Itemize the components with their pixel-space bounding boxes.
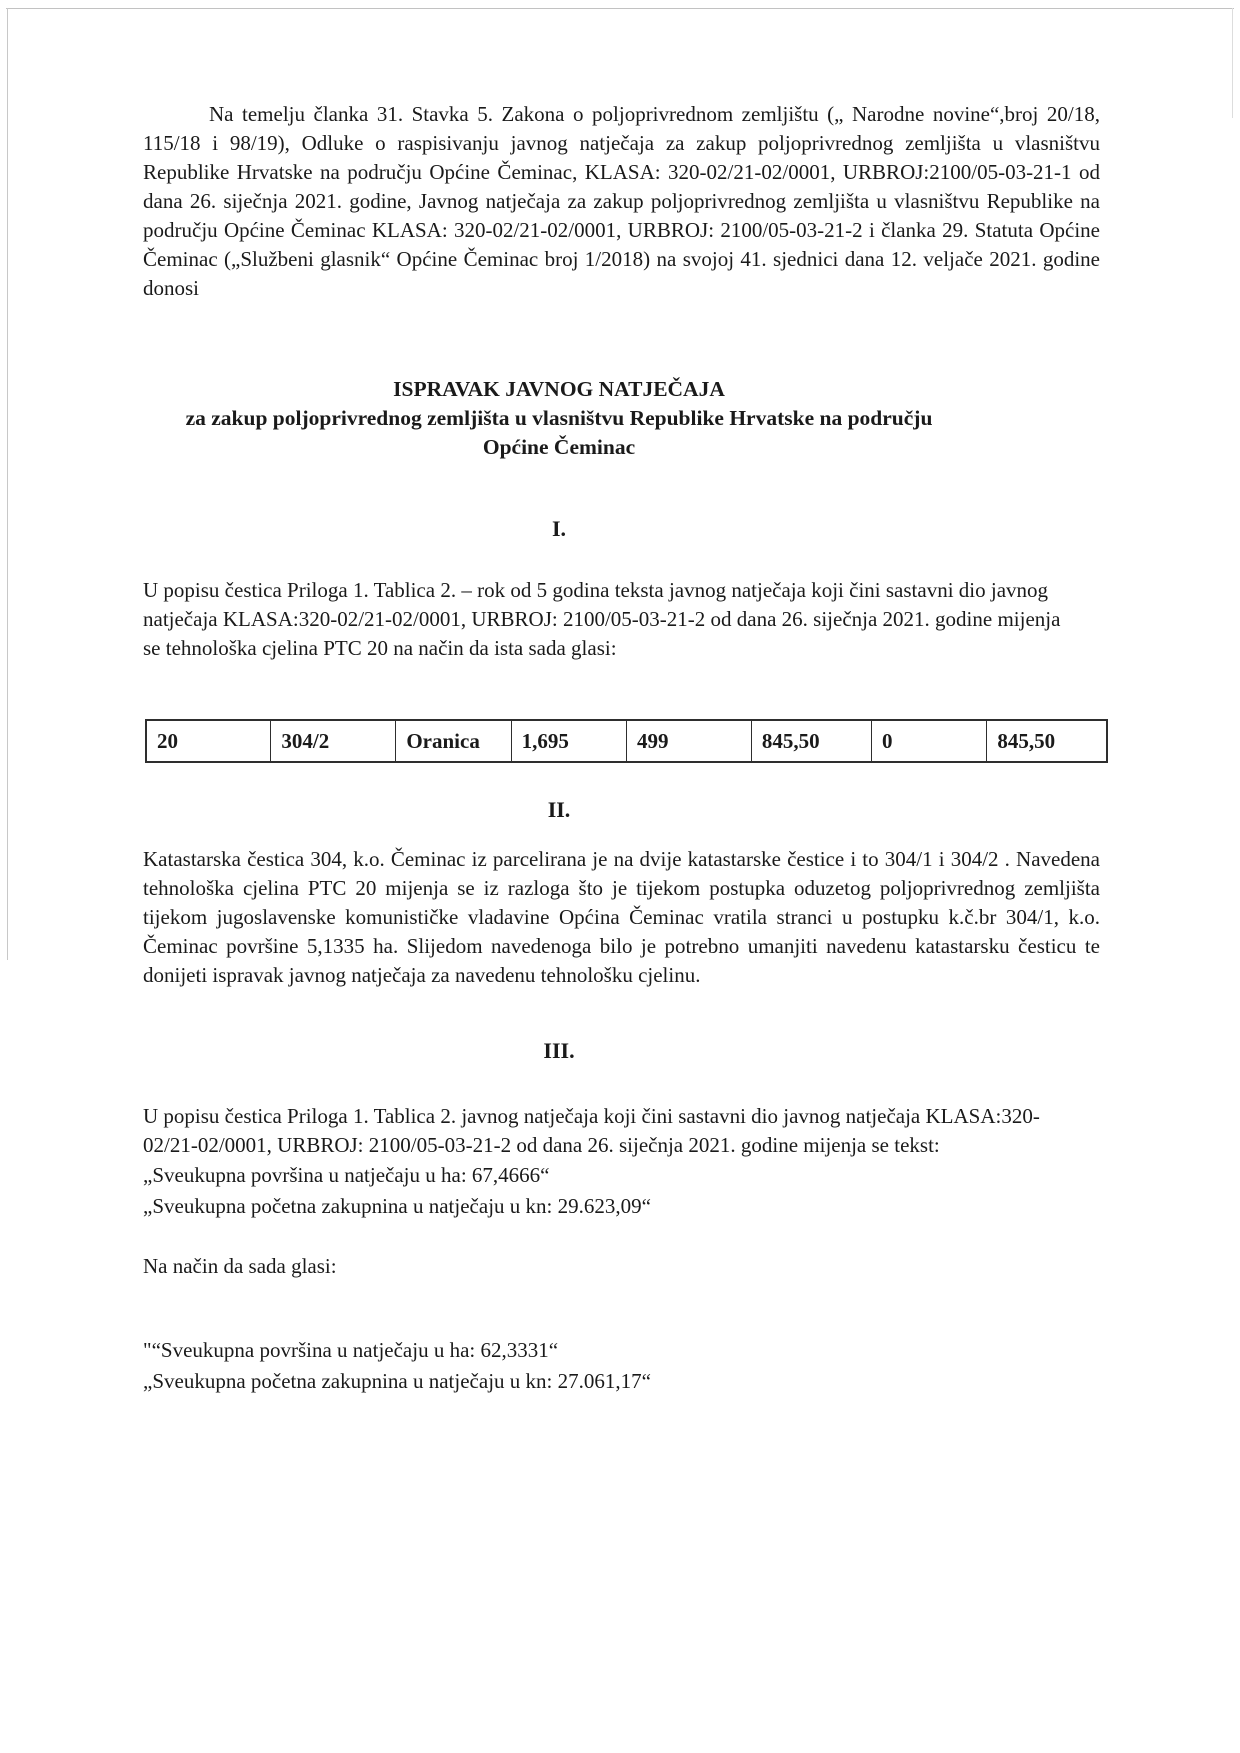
table-cell-value-3: 0: [872, 720, 987, 762]
title-line-2: za zakup poljoprivrednog zemljišta u vlasništvu Republike Hrvatske na području: [185, 406, 933, 430]
table-cell-ptc: 20: [146, 720, 271, 762]
transition-text: Na način da sada glasi:: [143, 1254, 337, 1278]
new-total-rent-quote: „Sveukupna početna zakupnina u natječaju u kn: 27.061,17“: [143, 1369, 651, 1393]
new-total-area-quote: "“Sveukupna površina u natječaju u ha: 62,3331“: [143, 1338, 559, 1362]
table-cell-land-type: Oranica: [396, 720, 511, 762]
table-cell-area: 1,695: [511, 720, 626, 762]
section-1-paragraph: U popisu čestica Priloga 1. Tablica 2. – rok od 5 godina teksta javnog natječaja koji čini sastavni dio javnog natječaja KLASA:320-02/21-02/0001, URBROJ: 2100/05-03-21-2 od dana 26. siječnja 2021. godine mijenja se tehnološka cjelina PTC 20 na način da ista sada glasi:: [143, 578, 1061, 660]
title-line-3: Općine Čeminac: [482, 435, 636, 459]
table-cell-value-1: 499: [626, 720, 751, 762]
new-quotes-block: [143, 1335, 1100, 1397]
section-2-paragraph: Katastarska čestica 304, k.o. Čeminac iz parcelirana je na dvije katastarske čestice i to 304/1 i 304/2 . Navedena tehnološka cjelina PTC 20 mijenja se iz razloga što je tijekom postupka oduzetog poljoprivrednog zemljišta tijekom jugoslavenske komunističke vladavine Općina Čeminac vratila stranci u postupku k.č.br 304/1, k.o. Čeminac površine 5,1335 ha. Slijedom navedenoga bilo je potrebno umanjiti navedenu katastarsku česticu te donijeti ispravak javnog natječaja za navedenu tehnološku cjelinu.: [143, 847, 1100, 987]
table-row: [146, 720, 1107, 762]
table-cell-value-2: 845,50: [751, 720, 871, 762]
intro-paragraph: Na temelju članka 31. Stavka 5. Zakona o poljoprivrednom zemljištu („ Narodne novine“,broj 20/18, 115/18 i 98/19), Odluke o raspisivanju javnog natječaja za zakup poljoprivrednog zemljišta u vlasništvu Republike Hrvatske na području Općine Čeminac, KLASA: 320-02/21-02/0001, URBROJ:2100/05-03-21-1 od dana 26. siječnja 2021. godine, Javnog natječaja za zakup poljoprivrednog zemljišta u vlasništvu Republike na području Općine Čeminac KLASA: 320-02/21-02/0001, URBROJ: 2100/05-03-21-2 i članka 29. Statuta Općine Čeminac („Službeni glasnik“ Općine Čeminac broj 1/2018) na svojoj 41. sjednici dana 12. veljače 2021. godine donosi: [143, 102, 1100, 300]
document-title: [143, 375, 975, 462]
old-total-rent-quote: „Sveukupna početna zakupnina u natječaju u kn: 29.623,09“: [143, 1194, 651, 1218]
table-cell-parcel-number: 304/2: [271, 720, 396, 762]
section-3-heading: III.: [543, 1038, 575, 1063]
table-cell-value-4: 845,50: [987, 720, 1107, 762]
section-3-paragraph: U popisu čestica Priloga 1. Tablica 2. javnog natječaja koji čini sastavni dio javnog natječaja KLASA:320-02/21-02/0001, URBROJ: 2100/05-03-21-2 od dana 26. siječnja 2021. godine mijenja se tekst:: [143, 1104, 1040, 1157]
section-1-heading: I.: [551, 516, 567, 541]
parcel-table: [145, 719, 1108, 763]
section-2-heading: II.: [547, 797, 571, 822]
old-total-area-quote: „Sveukupna površina u natječaju u ha: 67,4666“: [143, 1163, 550, 1187]
title-line-1: ISPRAVAK JAVNOG NATJEČAJA: [393, 377, 725, 401]
